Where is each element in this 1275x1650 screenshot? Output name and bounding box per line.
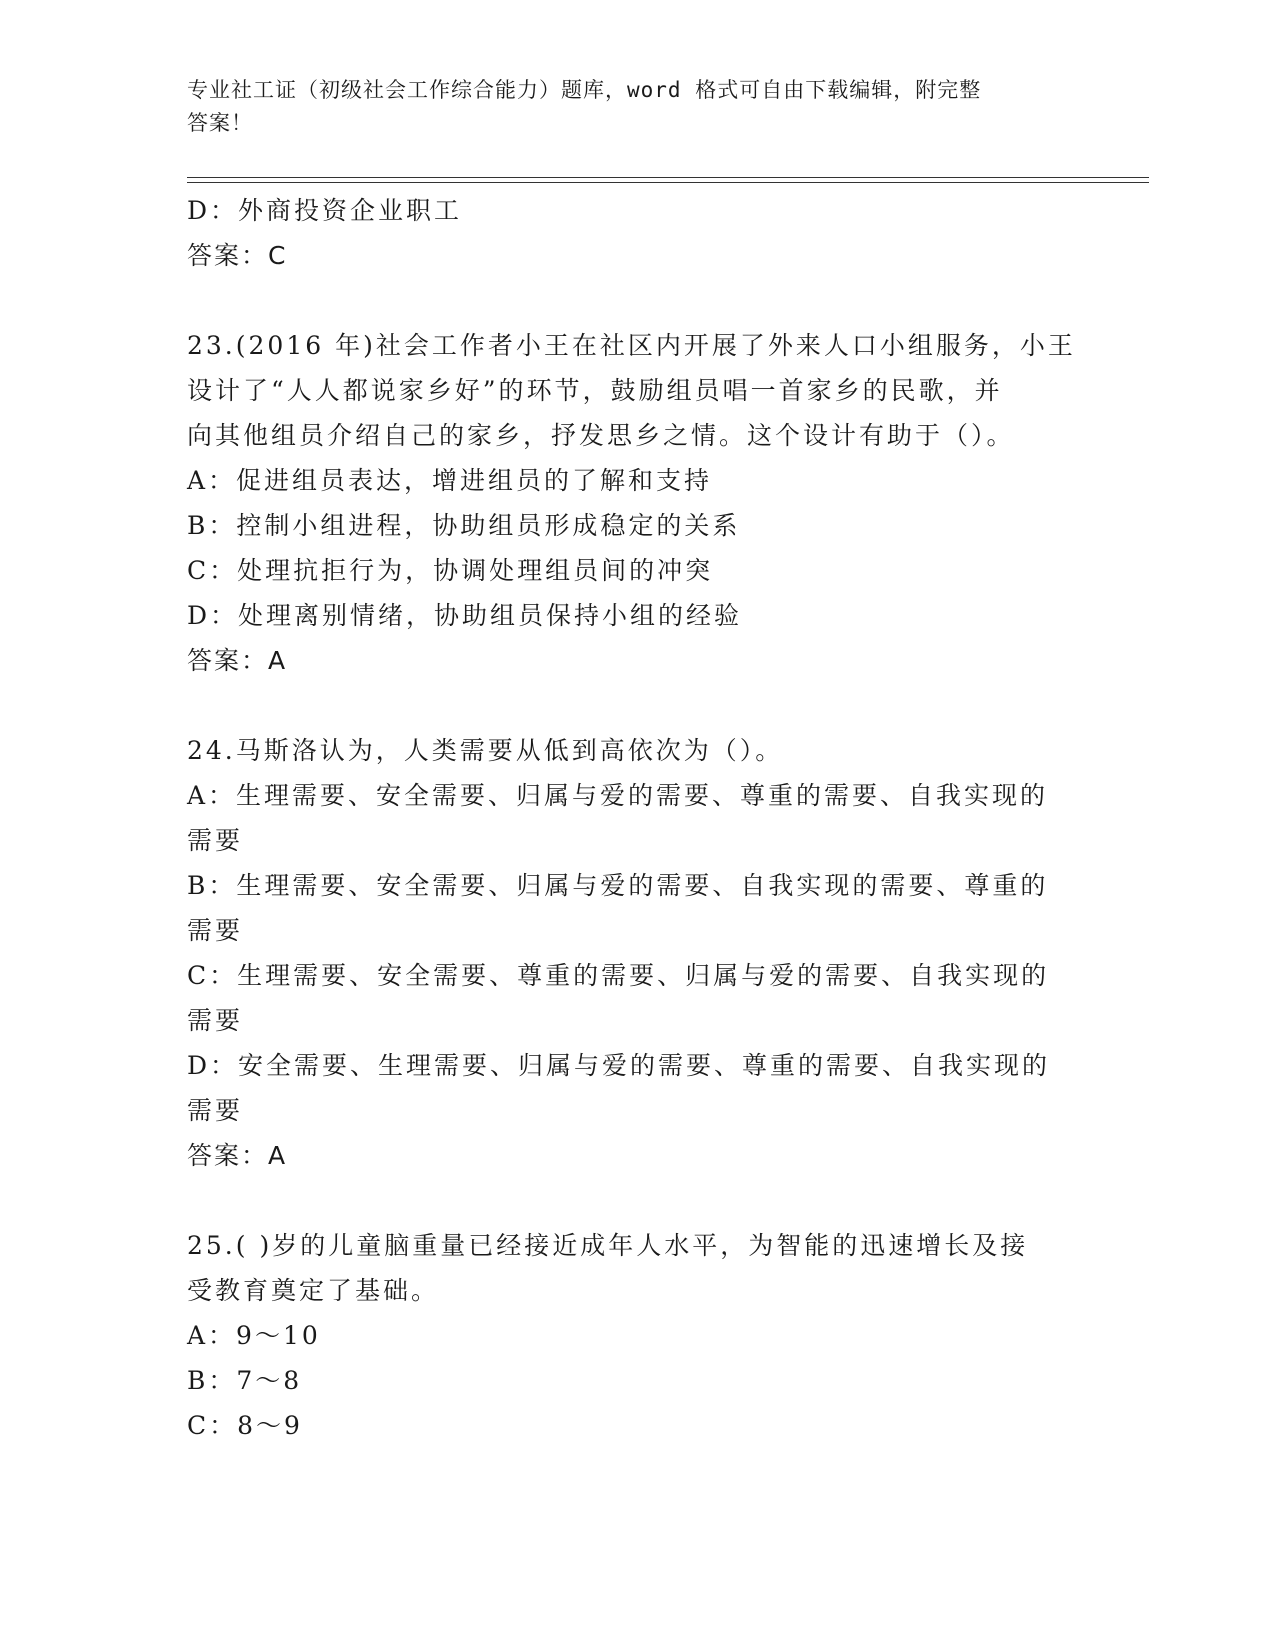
document-body xyxy=(187,188,1087,1448)
header-divider-top xyxy=(187,177,1149,178)
option-b: B：生理需要、安全需要、归属与爱的需要、自我实现的需要、尊重的 xyxy=(187,871,1049,900)
option-c: C：生理需要、安全需要、尊重的需要、归属与爱的需要、自我实现的 xyxy=(187,961,1050,990)
option-b: B：7～8 xyxy=(187,1366,303,1395)
option-a: A：9～10 xyxy=(187,1321,321,1350)
answer: 答案：A xyxy=(187,646,288,675)
header-line-1: 专业社工证（初级社会工作综合能力）题库，word 格式可自由下载编辑，附完整 xyxy=(187,78,982,102)
option-c: C：处理抗拒行为，协调处理组员间的冲突 xyxy=(187,556,714,585)
question-stem-line: 受教育奠定了基础。 xyxy=(187,1276,440,1305)
question-25 xyxy=(187,1223,1087,1448)
question-stem-line: 23.(2016 年)社会工作者小王在社区内开展了外来人口小组服务，小王 xyxy=(187,331,1076,360)
document-header xyxy=(187,74,1067,140)
prev-option-d: D：外商投资企业职工 xyxy=(187,196,463,225)
option-a: A：生理需要、安全需要、归属与爱的需要、尊重的需要、自我实现的 xyxy=(187,781,1049,810)
option-d: D：处理离别情绪，协助组员保持小组的经验 xyxy=(187,601,743,630)
option-c: C：8～9 xyxy=(187,1411,303,1440)
prev-answer: 答案：C xyxy=(187,241,288,270)
option-d: D：安全需要、生理需要、归属与爱的需要、尊重的需要、自我实现的 xyxy=(187,1051,1051,1080)
option-a-cont: 需要 xyxy=(187,826,244,855)
header-divider-bottom xyxy=(187,182,1149,183)
spacer xyxy=(187,1178,1087,1223)
answer: 答案：A xyxy=(187,1141,288,1170)
question-stem-line: 设计了“人人都说家乡好”的环节，鼓励组员唱一首家乡的民歌，并 xyxy=(187,376,1003,405)
question-stem-line: 25.( )岁的儿童脑重量已经接近成年人水平，为智能的迅速增长及接 xyxy=(187,1231,1029,1260)
option-a: A：促进组员表达，增进组员的了解和支持 xyxy=(187,466,713,495)
question-23 xyxy=(187,323,1087,683)
spacer xyxy=(187,683,1087,728)
question-stem-line: 向其他组员介绍自己的家乡，抒发思乡之情。这个设计有助于（）。 xyxy=(187,421,1015,450)
option-d-cont: 需要 xyxy=(187,1096,244,1125)
option-c-cont: 需要 xyxy=(187,1006,244,1035)
spacer xyxy=(187,278,1087,323)
option-b: B：控制小组进程，协助组员形成稳定的关系 xyxy=(187,511,741,540)
option-b-cont: 需要 xyxy=(187,916,244,945)
header-line-2: 答案！ xyxy=(187,111,253,135)
question-stem: 24.马斯洛认为，人类需要从低到高依次为（）。 xyxy=(187,736,784,765)
question-24 xyxy=(187,728,1087,1178)
